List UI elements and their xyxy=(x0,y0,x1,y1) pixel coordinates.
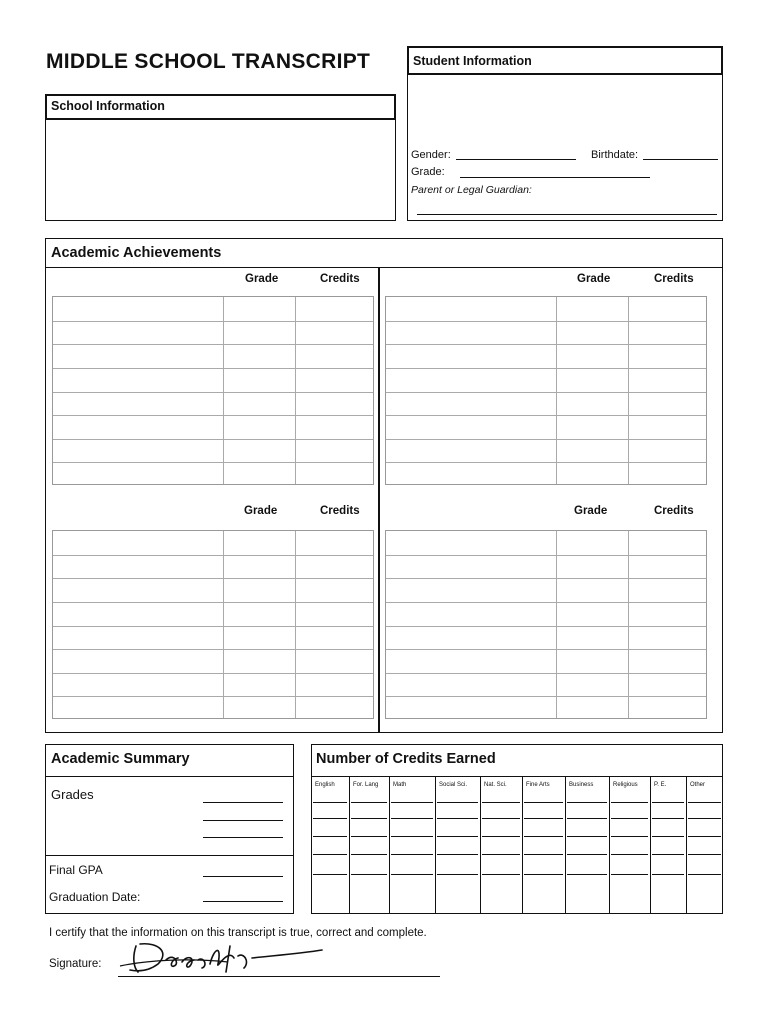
grades-line-1[interactable] xyxy=(203,802,283,803)
credit-entry-line[interactable] xyxy=(611,854,648,855)
credits-col-header: Credits xyxy=(654,273,694,285)
credits-column-divider xyxy=(480,776,481,914)
credit-entry-line[interactable] xyxy=(313,836,347,837)
credit-entry-line[interactable] xyxy=(688,836,721,837)
grad-date-label: Graduation Date: xyxy=(49,890,141,904)
grade-col-header: Grade xyxy=(244,505,278,517)
credit-entry-line[interactable] xyxy=(688,818,721,819)
credit-entry-line[interactable] xyxy=(313,802,347,803)
credit-entry-line[interactable] xyxy=(524,802,563,803)
credit-entry-line[interactable] xyxy=(313,818,347,819)
credit-entry-line[interactable] xyxy=(524,818,563,819)
gender-field[interactable] xyxy=(456,159,576,160)
table-row-divider xyxy=(53,649,373,650)
credit-entry-line[interactable] xyxy=(437,836,478,837)
credit-entry-line[interactable] xyxy=(482,818,520,819)
credit-entry-line[interactable] xyxy=(652,802,684,803)
credits-header: Number of Credits Earned xyxy=(316,751,496,767)
summary-box xyxy=(45,744,294,914)
achievements-divider xyxy=(378,267,380,733)
gpa-label: Final GPA xyxy=(49,863,103,877)
school-info-header: School Information xyxy=(45,94,396,120)
credits-column-divider xyxy=(435,776,436,914)
signature-graphic xyxy=(118,938,328,978)
table-column-divider xyxy=(223,297,224,484)
grades-table-1[interactable] xyxy=(52,296,374,485)
table-row-divider xyxy=(386,368,706,369)
credit-entry-line[interactable] xyxy=(524,836,563,837)
credits-column-divider xyxy=(349,776,350,914)
grade-col-header: Grade xyxy=(574,505,608,517)
table-row-divider xyxy=(386,626,706,627)
table-row-divider xyxy=(386,462,706,463)
table-row-divider xyxy=(53,696,373,697)
credit-entry-line[interactable] xyxy=(437,874,478,875)
credit-subject-label: Nat. Sci. xyxy=(484,782,507,788)
credit-subject-label: P. E. xyxy=(654,782,667,788)
table-row-divider xyxy=(53,673,373,674)
credit-entry-line[interactable] xyxy=(567,802,607,803)
table-column-divider xyxy=(295,297,296,484)
credit-entry-line[interactable] xyxy=(437,818,478,819)
page-title: MIDDLE SCHOOL TRANSCRIPT xyxy=(46,50,371,73)
credit-subject-label: Fine Arts xyxy=(526,782,550,788)
table-row-divider xyxy=(386,649,706,650)
table-column-divider xyxy=(295,531,296,718)
credits-grid[interactable] xyxy=(311,776,723,914)
table-row-divider xyxy=(386,578,706,579)
grade-field[interactable] xyxy=(460,177,650,178)
credit-entry-line[interactable] xyxy=(437,802,478,803)
grades-label: Grades xyxy=(51,787,94,802)
table-row-divider xyxy=(53,392,373,393)
summary-header: Academic Summary xyxy=(51,751,190,767)
table-column-divider xyxy=(628,297,629,484)
credits-column-divider xyxy=(686,776,687,914)
table-row-divider xyxy=(53,439,373,440)
credit-entry-line[interactable] xyxy=(351,874,387,875)
signature-label: Signature: xyxy=(49,958,102,970)
grade-col-header: Grade xyxy=(577,273,611,285)
achievements-header-rule xyxy=(45,267,723,268)
credit-entry-line[interactable] xyxy=(688,854,721,855)
table-row-divider xyxy=(386,696,706,697)
credit-entry-line[interactable] xyxy=(351,818,387,819)
credit-entry-line[interactable] xyxy=(567,836,607,837)
table-row-divider xyxy=(386,392,706,393)
credit-entry-line[interactable] xyxy=(652,854,684,855)
guardian-field[interactable] xyxy=(417,214,717,215)
grades-line-2[interactable] xyxy=(203,820,283,821)
student-info-header: Student Information xyxy=(407,46,723,75)
credit-entry-line[interactable] xyxy=(391,818,433,819)
credit-entry-line[interactable] xyxy=(611,836,648,837)
table-row-divider xyxy=(386,602,706,603)
credit-entry-line[interactable] xyxy=(351,854,387,855)
birthdate-field[interactable] xyxy=(643,159,718,160)
credit-entry-line[interactable] xyxy=(652,818,684,819)
credit-entry-line[interactable] xyxy=(611,874,648,875)
table-column-divider xyxy=(628,531,629,718)
table-row-divider xyxy=(53,415,373,416)
credits-column-divider xyxy=(565,776,566,914)
credits-col-header: Credits xyxy=(320,505,360,517)
table-row-divider xyxy=(53,626,373,627)
grade-label: Grade: xyxy=(411,166,445,178)
credits-col-header: Credits xyxy=(654,505,694,517)
credit-entry-line[interactable] xyxy=(652,836,684,837)
birthdate-label: Birthdate: xyxy=(591,149,639,161)
credit-entry-line[interactable] xyxy=(482,854,520,855)
credit-entry-line[interactable] xyxy=(688,802,721,803)
credit-entry-line[interactable] xyxy=(391,854,433,855)
credit-entry-line[interactable] xyxy=(391,874,433,875)
credit-entry-line[interactable] xyxy=(688,874,721,875)
credit-subject-label: Other xyxy=(690,782,706,788)
credits-column-divider xyxy=(522,776,523,914)
credit-entry-line[interactable] xyxy=(482,802,520,803)
achievements-header: Academic Achievements xyxy=(51,245,222,261)
credit-entry-line[interactable] xyxy=(567,854,607,855)
credit-subject-label: Religious xyxy=(613,782,638,788)
summary-mid-rule xyxy=(45,855,294,856)
credit-subject-label: For. Lang xyxy=(353,782,379,788)
grad-date-field[interactable] xyxy=(203,901,283,902)
gender-label: Gender: xyxy=(411,149,451,161)
table-row-divider xyxy=(386,344,706,345)
guardian-label: Parent or Legal Guardian: xyxy=(411,184,532,196)
table-row-divider xyxy=(53,321,373,322)
credit-entry-line[interactable] xyxy=(652,874,684,875)
table-column-divider xyxy=(556,531,557,718)
table-column-divider xyxy=(223,531,224,718)
table-row-divider xyxy=(53,602,373,603)
credit-entry-line[interactable] xyxy=(437,854,478,855)
credit-entry-line[interactable] xyxy=(567,818,607,819)
grades-table-2[interactable] xyxy=(385,296,707,485)
credit-entry-line[interactable] xyxy=(611,802,648,803)
credit-entry-line[interactable] xyxy=(524,874,563,875)
credits-column-divider xyxy=(389,776,390,914)
table-row-divider xyxy=(386,321,706,322)
grades-line-3[interactable] xyxy=(203,837,283,838)
grades-table-3[interactable] xyxy=(52,530,374,719)
credit-entry-line[interactable] xyxy=(482,874,520,875)
summary-header-rule xyxy=(45,776,294,777)
table-row-divider xyxy=(386,439,706,440)
credits-column-divider xyxy=(650,776,651,914)
table-row-divider xyxy=(386,673,706,674)
credit-subject-label: Social Sci. xyxy=(439,782,468,788)
credit-entry-line[interactable] xyxy=(391,802,433,803)
credit-entry-line[interactable] xyxy=(351,802,387,803)
table-row-divider xyxy=(386,555,706,556)
credit-entry-line[interactable] xyxy=(524,854,563,855)
credit-entry-line[interactable] xyxy=(567,874,607,875)
table-row-divider xyxy=(386,415,706,416)
gpa-field[interactable] xyxy=(203,876,283,877)
credits-col-header: Credits xyxy=(320,273,360,285)
credit-subject-label: Math xyxy=(393,782,407,788)
certify-text: I certify that the information on this transcript is true, correct and complete. xyxy=(49,927,427,939)
table-row-divider xyxy=(53,578,373,579)
credit-entry-line[interactable] xyxy=(391,836,433,837)
table-row-divider xyxy=(53,344,373,345)
table-row-divider xyxy=(53,555,373,556)
table-row-divider xyxy=(53,462,373,463)
credit-entry-line[interactable] xyxy=(313,854,347,855)
credits-column-divider xyxy=(609,776,610,914)
credit-entry-line[interactable] xyxy=(351,836,387,837)
credit-entry-line[interactable] xyxy=(482,836,520,837)
table-row-divider xyxy=(53,368,373,369)
grades-table-4[interactable] xyxy=(385,530,707,719)
grade-col-header: Grade xyxy=(245,273,279,285)
table-column-divider xyxy=(556,297,557,484)
credit-subject-label: Business xyxy=(569,782,594,788)
credit-entry-line[interactable] xyxy=(611,818,648,819)
credit-entry-line[interactable] xyxy=(313,874,347,875)
credit-subject-label: English xyxy=(315,782,335,788)
